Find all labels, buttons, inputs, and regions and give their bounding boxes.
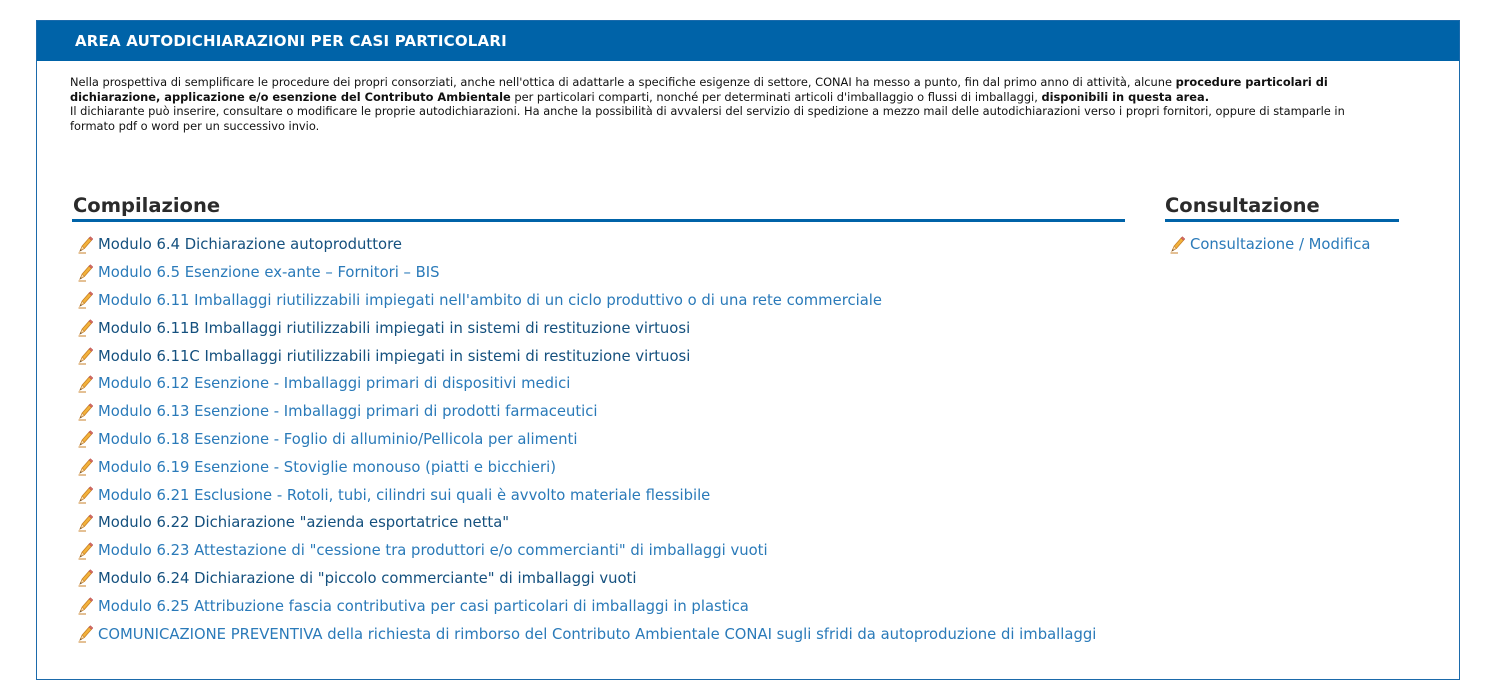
intro-text-part: Nella prospettiva di semplificare le procedure dei propri consorziati, anche nell'ottica di adattarle a specifiche esigenze di settore, CONAI ha messo a punto, fin dal primo anno di attività, alcune bbox=[70, 75, 1176, 89]
pencil-icon bbox=[77, 569, 93, 587]
consultazione-item[interactable] bbox=[1169, 231, 1370, 259]
intro-bold-part: procedure particolari di dichiarazione, applicazione e/o esenzione del Contributo Ambientale bbox=[70, 75, 1328, 104]
compilazione-item[interactable] bbox=[77, 481, 1096, 509]
compilazione-item[interactable] bbox=[77, 342, 1096, 370]
intro-text-part: per particolari comparti, nonché per determinati articoli d'imballaggio o flussi di imballaggi, bbox=[510, 89, 1042, 104]
pencil-icon bbox=[77, 542, 93, 560]
compilazione-link[interactable]: Modulo 6.23 Attestazione di "cessione tra produttori e/o commercianti" di imballaggi vuoti bbox=[98, 542, 768, 560]
consultazione-divider bbox=[1165, 219, 1399, 222]
intro-paragraph-1 bbox=[70, 75, 1360, 104]
compilazione-item[interactable] bbox=[77, 509, 1096, 537]
pencil-icon bbox=[77, 236, 93, 254]
compilazione-item[interactable] bbox=[77, 592, 1096, 620]
compilazione-link[interactable]: Modulo 6.19 Esenzione - Stoviglie monouso (piatti e bicchieri) bbox=[98, 458, 556, 476]
pencil-icon bbox=[77, 291, 93, 309]
compilazione-item[interactable] bbox=[77, 259, 1096, 287]
consultazione-heading: Consultazione bbox=[1165, 194, 1320, 217]
compilazione-list bbox=[77, 231, 1096, 648]
consultazione-link[interactable]: Consultazione / Modifica bbox=[1190, 236, 1371, 254]
compilazione-item[interactable] bbox=[77, 537, 1096, 565]
autodichiarazioni-panel bbox=[36, 20, 1460, 680]
pencil-icon bbox=[77, 264, 93, 282]
compilazione-item[interactable] bbox=[77, 314, 1096, 342]
compilazione-item[interactable] bbox=[77, 370, 1096, 398]
pencil-icon bbox=[77, 625, 93, 643]
compilazione-link[interactable]: Modulo 6.11B Imballaggi riutilizzabili impiegati in sistemi di restituzione virtuosi bbox=[98, 319, 691, 337]
compilazione-link[interactable]: COMUNICAZIONE PREVENTIVA della richiesta di rimborso del Contributo Ambientale CONAI sugli sfridi da autoproduzione di imballaggi bbox=[98, 625, 1097, 643]
consultazione-list bbox=[1169, 231, 1370, 259]
compilazione-item[interactable] bbox=[77, 231, 1096, 259]
pencil-icon bbox=[77, 597, 93, 615]
pencil-icon bbox=[77, 514, 93, 532]
compilazione-link[interactable]: Modulo 6.21 Esclusione - Rotoli, tubi, cilindri sui quali è avvolto materiale flessibile bbox=[98, 486, 711, 504]
pencil-icon bbox=[77, 458, 93, 476]
compilazione-link[interactable]: Modulo 6.11 Imballaggi riutilizzabili impiegati nell'ambito di un ciclo produttivo o di una rete commerciale bbox=[98, 291, 882, 309]
intro-text bbox=[70, 75, 1360, 133]
compilazione-link[interactable]: Modulo 6.12 Esenzione - Imballaggi primari di dispositivi medici bbox=[98, 375, 571, 393]
pencil-icon bbox=[77, 403, 93, 421]
pencil-icon bbox=[77, 319, 93, 337]
compilazione-link[interactable]: Modulo 6.5 Esenzione ex-ante – Fornitori – BIS bbox=[98, 264, 440, 282]
compilazione-link[interactable]: Modulo 6.11C Imballaggi riutilizzabili impiegati in sistemi di restituzione virtuosi bbox=[98, 347, 691, 365]
pencil-icon bbox=[77, 486, 93, 504]
compilazione-link[interactable]: Modulo 6.4 Dichiarazione autoproduttore bbox=[98, 236, 402, 254]
compilazione-link[interactable]: Modulo 6.24 Dichiarazione di "piccolo commerciante" di imballaggi vuoti bbox=[98, 569, 637, 587]
compilazione-link[interactable]: Modulo 6.22 Dichiarazione "azienda esportatrice netta" bbox=[98, 514, 510, 532]
intro-bold-part: disponibili in questa area. bbox=[1041, 89, 1210, 104]
compilazione-item[interactable] bbox=[77, 565, 1096, 593]
compilazione-link[interactable]: Modulo 6.13 Esenzione - Imballaggi primari di prodotti farmaceutici bbox=[98, 403, 598, 421]
compilazione-item[interactable] bbox=[77, 453, 1096, 481]
pencil-icon bbox=[77, 347, 93, 365]
compilazione-divider bbox=[72, 219, 1125, 222]
compilazione-item[interactable] bbox=[77, 620, 1096, 648]
intro-paragraph-2: Il dichiarante può inserire, consultare o modificare le proprie autodichiarazioni. Ha anche la possibilità di avvalersi del servizio di spedizione a mezzo mail delle autodichiarazioni verso i propri fornitori, oppure di stamparle in formato pdf o word per un successivo invio. bbox=[70, 104, 1345, 133]
compilazione-link[interactable]: Modulo 6.25 Attribuzione fascia contributiva per casi particolari di imballaggi in plastica bbox=[98, 597, 749, 615]
pencil-icon bbox=[77, 375, 93, 393]
compilazione-heading: Compilazione bbox=[73, 194, 221, 217]
pencil-icon bbox=[1169, 236, 1185, 254]
compilazione-item[interactable] bbox=[77, 287, 1096, 315]
compilazione-link[interactable]: Modulo 6.18 Esenzione - Foglio di alluminio/Pellicola per alimenti bbox=[98, 430, 578, 448]
pencil-icon bbox=[77, 430, 93, 448]
compilazione-item[interactable] bbox=[77, 426, 1096, 454]
compilazione-item[interactable] bbox=[77, 398, 1096, 426]
panel-header-title: AREA AUTODICHIARAZIONI PER CASI PARTICOLARI bbox=[37, 21, 1459, 61]
